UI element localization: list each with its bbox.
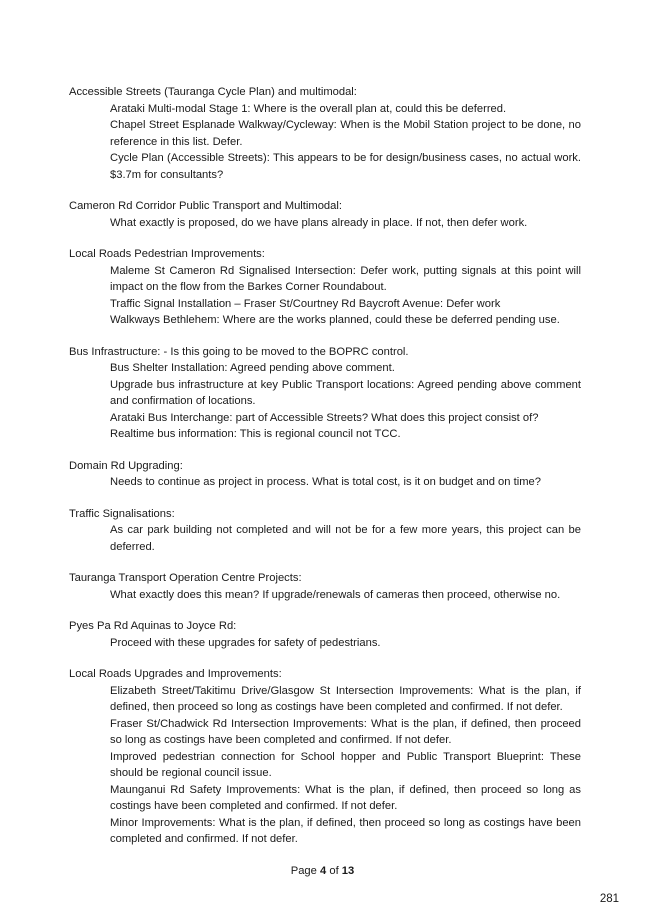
- page-stamp-number: 281: [599, 893, 619, 905]
- section-item: Bus Shelter Installation: Agreed pending above comment.: [110, 362, 395, 374]
- section-item: Upgrade bus infrastructure at key Public Transport locations: Agreed pending above comment and confirmation of locations.: [110, 378, 581, 407]
- of-label: of: [329, 865, 339, 877]
- section-heading: Tauranga Transport Operation Centre Projects:: [69, 572, 302, 584]
- section-cameron-rd-corridor: [69, 198, 581, 231]
- section-item: Cycle Plan (Accessible Streets): This appears to be for design/business cases, no actual work. $3.7m for consultants?: [110, 152, 581, 181]
- section-item: What exactly is proposed, do we have plans already in place. If not, then defer work.: [110, 216, 528, 229]
- section-items: [110, 522, 581, 555]
- section-heading: Pyes Pa Rd Aquinas to Joyce Rd:: [69, 620, 237, 632]
- section-item: Minor Improvements: What is the plan, if defined, then proceed so long as costings have been completed and confirmed. If not defer.: [110, 816, 581, 845]
- section-item: Maleme St Cameron Rd Signalised Intersection: Defer work, putting signals at this point will impact on the flow from the Barkes Corner Roundabout.: [110, 264, 581, 293]
- document-body: [69, 84, 581, 863]
- section-heading: Accessible Streets (Tauranga Cycle Plan) and multimodal:: [69, 86, 357, 98]
- section-item: Needs to continue as project in process. What is total cost, is it on budget and on time?: [110, 476, 541, 488]
- section-bus-infrastructure: [69, 344, 581, 443]
- section-item: Arataki Multi-modal Stage 1: Where is the overall plan at, could this be deferred.: [110, 102, 507, 115]
- section-items: [110, 215, 581, 232]
- section-accessible-streets: [69, 84, 581, 183]
- section-item: Proceed with these upgrades for safety of pedestrians.: [110, 636, 381, 649]
- section-item: Traffic Signal Installation – Fraser St/Courtney Rd Baycroft Avenue: Defer work: [110, 297, 501, 310]
- section-items: [110, 263, 581, 329]
- section-item: Chapel Street Esplanade Walkway/Cycleway: When is the Mobil Station project to be done, no reference in this list. Defer.: [110, 119, 581, 148]
- section-local-roads-upgrades: [69, 666, 581, 848]
- section-item: Elizabeth Street/Takitimu Drive/Glasgow St Intersection Improvements: What is the plan, if defined, then proceed so long as costings have been completed and confirmed. If not defer.: [110, 684, 581, 713]
- section-domain-rd: [69, 458, 581, 491]
- section-item: Fraser St/Chadwick Rd Intersection Improvements: What is the plan, if defined, then proceed so long as costings have been completed and confirmed. If not defer.: [110, 717, 581, 746]
- total-pages: 13: [341, 865, 355, 877]
- section-traffic-signalisations: [69, 506, 581, 556]
- page-number: 4: [320, 865, 327, 877]
- section-pyes-pa-rd: [69, 618, 581, 651]
- section-item: Arataki Bus Interchange: part of Accessible Streets? What does this project consist of?: [110, 411, 539, 424]
- section-item: What exactly does this mean? If upgrade/renewals of cameras then proceed, otherwise no.: [110, 588, 561, 601]
- section-heading: Traffic Signalisations:: [69, 507, 175, 520]
- section-heading: Cameron Rd Corridor Public Transport and Multimodal:: [69, 200, 342, 212]
- section-items: [110, 587, 581, 604]
- page-label: Page: [290, 865, 317, 877]
- section-heading: Local Roads Pedestrian Improvements:: [69, 248, 265, 260]
- section-item: Improved pedestrian connection for School hopper and Public Transport Blueprint: These should be regional council issue.: [110, 750, 581, 779]
- section-heading: Bus Infrastructure: - Is this going to be moved to the BOPRC control.: [69, 345, 409, 358]
- section-items: [110, 474, 581, 491]
- section-item: Maunganui Rd Safety Improvements: What is the plan, if defined, then proceed so long as costings have been completed and confirmed. If not defer.: [110, 783, 581, 812]
- section-item: As car park building not completed and will not be for a few more years, this project can be deferred.: [110, 524, 581, 553]
- section-heading: Domain Rd Upgrading:: [69, 459, 183, 472]
- section-heading: Local Roads Upgrades and Improvements:: [69, 668, 282, 680]
- section-items: [110, 635, 581, 652]
- section-item: Realtime bus information: This is regional council not TCC.: [110, 428, 401, 440]
- section-item: Walkways Bethlehem: Where are the works planned, could these be deferred pending use.: [110, 314, 560, 326]
- section-transport-operation-centre: [69, 570, 581, 603]
- section-items: [110, 360, 581, 443]
- section-items: [110, 683, 581, 848]
- section-pedestrian-improvements: [69, 246, 581, 329]
- page-footer: [0, 863, 645, 879]
- section-items: [110, 101, 581, 184]
